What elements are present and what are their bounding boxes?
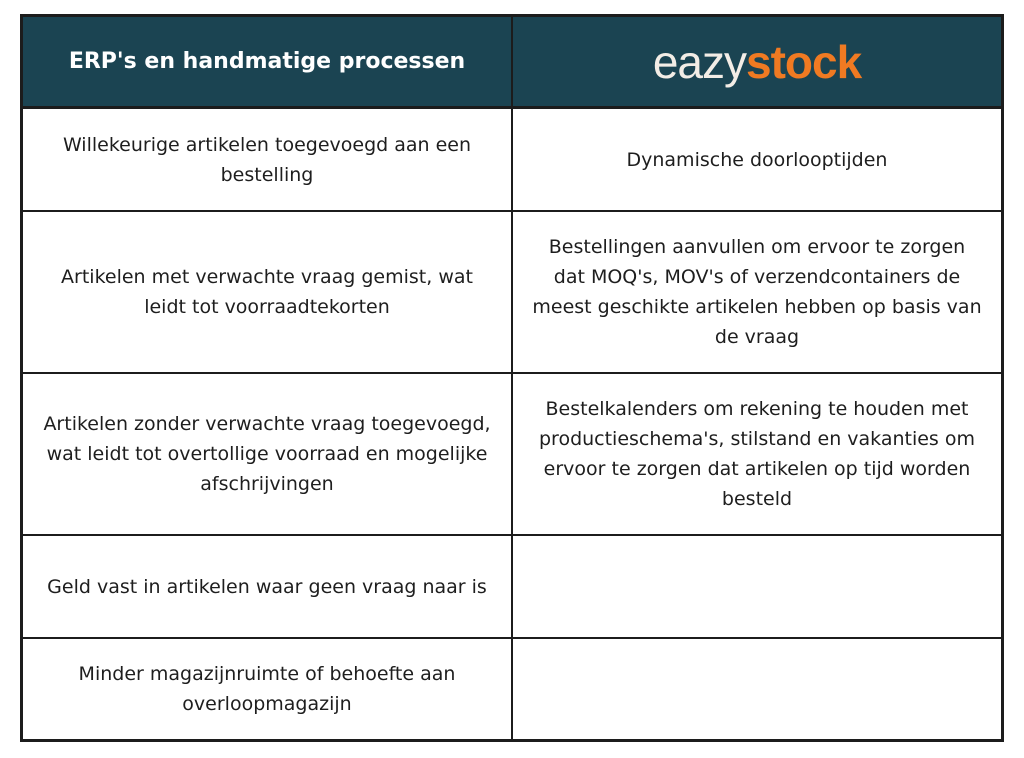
header-erp — [23, 17, 513, 109]
row-1-erp: Willekeurige artikelen toegevoegd aan een bestelling — [23, 109, 513, 212]
row-2-erp: Artikelen met verwachte vraag gemist, wat leidt tot voorraadtekorten — [23, 212, 513, 374]
row-2-eazystock: Bestellingen aanvullen om ervoor te zorgen dat MOQ's, MOV's of verzendcontainers de meest geschikte artikelen hebben op basis van de vraag — [513, 212, 1001, 374]
header-erp-title: ERP's en handmatige processen — [68, 48, 466, 74]
row-3-eazystock: Bestelkalenders om rekening te houden met productieschema's, stilstand en vakanties om ervoor te zorgen dat artikelen op tijd worden besteld — [513, 374, 1001, 536]
header-eazystock — [513, 17, 1001, 109]
row-4-erp: Geld vast in artikelen waar geen vraag naar is — [23, 536, 513, 639]
eazystock-logo — [652, 35, 862, 88]
row-5-eazystock — [513, 639, 1001, 739]
row-3-erp: Artikelen zonder verwachte vraag toegevoegd, wat leidt tot overtollige voorraad en mogelijke afschrijvingen — [23, 374, 513, 536]
logo-part-eazy: eazy — [652, 35, 746, 88]
row-1-eazystock: Dynamische doorlooptijden — [513, 109, 1001, 212]
logo-part-stock: stock — [746, 35, 862, 88]
comparison-table — [20, 14, 1004, 742]
row-5-erp: Minder magazijnruimte of behoefte aan overloopmagazijn — [23, 639, 513, 739]
row-4-eazystock — [513, 536, 1001, 639]
